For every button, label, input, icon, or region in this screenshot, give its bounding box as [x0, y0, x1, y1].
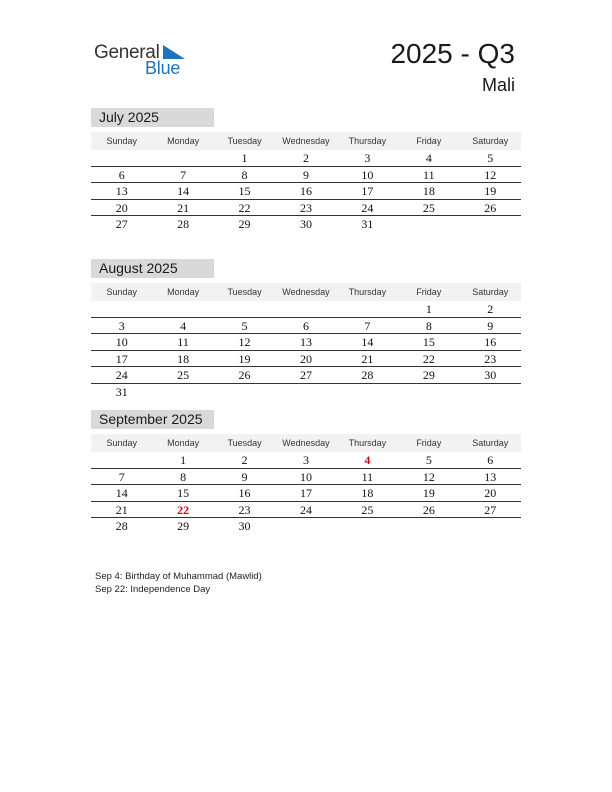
weekday-label: Saturday: [472, 136, 509, 146]
weekday-label: Sunday: [106, 438, 137, 448]
weekday-header-row: [91, 283, 521, 301]
weekday-header-row: [91, 434, 521, 452]
day-cell: 5: [487, 151, 494, 165]
day-cell: 23: [484, 351, 497, 366]
day-cell: [152, 150, 213, 166]
month-block-august: [91, 259, 521, 401]
day-cell: 17: [361, 184, 374, 199]
day-cell: [91, 301, 152, 317]
weekday-label: Wednesday: [282, 287, 330, 297]
day-cell: 5: [425, 453, 432, 467]
logo-general-text: General: [94, 42, 160, 63]
day-cell: 10: [299, 469, 312, 484]
weekday-label: Wednesday: [282, 136, 330, 146]
weekday-label: Monday: [167, 136, 200, 146]
day-cell: 14: [177, 184, 190, 199]
day-cell: 24: [115, 368, 128, 383]
holiday-day-cell: 4: [364, 453, 371, 467]
day-cell: 8: [241, 167, 248, 182]
day-cell: 24: [361, 200, 374, 215]
day-cell: 26: [422, 502, 435, 517]
week-row: [91, 351, 521, 368]
day-cell: 14: [361, 335, 374, 350]
day-cell: [275, 301, 336, 317]
week-row: [91, 216, 521, 233]
day-cell: [91, 452, 152, 468]
day-cell: 4: [180, 318, 187, 333]
day-cell: 12: [422, 469, 435, 484]
day-cell: 30: [238, 519, 251, 534]
week-row: [91, 200, 521, 217]
day-cell: 8: [180, 469, 187, 484]
weekday-label: Friday: [416, 438, 442, 448]
day-cell: 27: [115, 217, 128, 232]
logo-triangle-icon: [163, 45, 185, 59]
day-cell: 12: [484, 167, 497, 182]
day-cell: [275, 384, 336, 401]
weekday-label: Tuesday: [227, 136, 262, 146]
day-cell: 19: [484, 184, 497, 199]
week-row: [91, 167, 521, 184]
weekday-label: Tuesday: [227, 287, 262, 297]
day-cell: 15: [177, 486, 190, 501]
week-row: [91, 485, 521, 502]
day-cell: [460, 384, 521, 401]
day-cell: 16: [238, 486, 251, 501]
day-cell: 2: [487, 302, 494, 316]
day-cell: 31: [115, 384, 128, 399]
day-cell: [398, 384, 459, 401]
day-cell: 1: [241, 151, 248, 165]
day-cell: 28: [115, 519, 128, 534]
week-row: [91, 452, 521, 469]
day-cell: 2: [241, 453, 248, 467]
day-cell: 14: [115, 486, 128, 501]
day-cell: 3: [118, 318, 125, 333]
day-cell: 21: [361, 351, 374, 366]
day-cell: 26: [238, 368, 251, 383]
day-cell: 27: [299, 368, 312, 383]
weekday-label: Thursday: [348, 438, 387, 448]
weekday-label: Saturday: [472, 438, 509, 448]
day-cell: 29: [177, 519, 190, 534]
day-cell: 31: [361, 217, 374, 232]
day-cell: 11: [361, 469, 374, 484]
logo: [94, 42, 194, 82]
day-cell: 20: [484, 486, 497, 501]
weekday-label: Monday: [167, 438, 200, 448]
day-cell: 7: [180, 167, 187, 182]
week-row: [91, 318, 521, 335]
day-cell: 9: [302, 167, 309, 182]
day-cell: 23: [299, 200, 312, 215]
day-cell: 21: [177, 200, 190, 215]
holiday-day-cell: 22: [177, 502, 190, 517]
day-cell: 24: [299, 502, 312, 517]
holiday-note: Sep 4: Birthday of Muhammad (Mawlid): [95, 571, 262, 582]
day-cell: [152, 384, 213, 401]
day-cell: 2: [302, 151, 309, 165]
day-cell: 8: [425, 318, 432, 333]
day-cell: [152, 301, 213, 317]
day-cell: 10: [361, 167, 374, 182]
week-row: [91, 150, 521, 167]
day-cell: 25: [361, 502, 374, 517]
weekday-label: Friday: [416, 287, 442, 297]
day-cell: [337, 301, 398, 317]
day-cell: 18: [422, 184, 435, 199]
holiday-notes: [95, 570, 262, 596]
day-cell: [214, 301, 275, 317]
day-cell: 19: [422, 486, 435, 501]
day-cell: 28: [361, 368, 374, 383]
logo-blue-text: Blue: [145, 58, 181, 78]
week-row: [91, 518, 521, 535]
day-cell: 6: [118, 167, 125, 182]
month-block-september: [91, 410, 521, 535]
day-cell: 7: [118, 469, 125, 484]
day-cell: 25: [422, 200, 435, 215]
day-cell: [337, 384, 398, 401]
day-cell: [460, 518, 521, 535]
week-row: [91, 469, 521, 486]
day-cell: [398, 518, 459, 535]
day-cell: [275, 518, 336, 535]
day-cell: 22: [422, 351, 435, 366]
day-cell: 29: [238, 217, 251, 232]
weekday-label: Friday: [416, 136, 442, 146]
week-row: [91, 301, 521, 318]
day-cell: 1: [180, 453, 187, 467]
day-cell: 13: [484, 469, 497, 484]
day-cell: 11: [177, 335, 189, 350]
day-cell: 30: [484, 368, 497, 383]
week-row: [91, 367, 521, 384]
day-cell: 26: [484, 200, 497, 215]
day-cell: [337, 518, 398, 535]
weekday-header-row: [91, 132, 521, 150]
day-cell: 28: [177, 217, 190, 232]
day-cell: 10: [115, 335, 128, 350]
day-cell: 16: [299, 184, 312, 199]
week-row: [91, 502, 521, 519]
day-cell: 18: [177, 351, 190, 366]
day-cell: 19: [238, 351, 251, 366]
day-cell: 9: [241, 469, 248, 484]
day-cell: 4: [425, 151, 432, 165]
day-cell: 30: [299, 217, 312, 232]
day-cell: [214, 384, 275, 401]
day-cell: 27: [484, 502, 497, 517]
day-cell: 17: [299, 486, 312, 501]
day-cell: 16: [484, 335, 497, 350]
day-cell: 3: [302, 453, 309, 467]
day-cell: 15: [422, 335, 435, 350]
month-title: August 2025: [91, 259, 214, 278]
month-title: September 2025: [91, 410, 214, 429]
day-cell: 7: [364, 318, 371, 333]
day-cell: 20: [299, 351, 312, 366]
country-name: Mali: [481, 75, 515, 95]
page-title: 2025 - Q3: [390, 38, 515, 69]
month-block-july: [91, 108, 521, 233]
day-cell: 23: [238, 502, 251, 517]
week-row: [91, 384, 521, 401]
day-cell: [91, 150, 152, 166]
day-cell: 6: [302, 318, 309, 333]
day-cell: 29: [422, 368, 435, 383]
weekday-label: Sunday: [106, 136, 137, 146]
holiday-note: Sep 22: Independence Day: [95, 584, 211, 595]
day-cell: 20: [115, 200, 128, 215]
weekday-label: Tuesday: [227, 438, 262, 448]
week-row: [91, 334, 521, 351]
day-cell: [460, 216, 521, 233]
day-cell: 18: [361, 486, 374, 501]
month-title: July 2025: [91, 108, 214, 127]
day-cell: 13: [299, 335, 312, 350]
day-cell: 22: [238, 200, 251, 215]
day-cell: 6: [487, 453, 494, 467]
weekday-label: Monday: [167, 287, 200, 297]
day-cell: [398, 216, 459, 233]
weekday-label: Thursday: [348, 287, 387, 297]
day-cell: 12: [238, 335, 251, 350]
weekday-label: Sunday: [106, 287, 137, 297]
day-cell: 1: [425, 302, 432, 316]
day-cell: 3: [364, 151, 371, 165]
weekday-label: Thursday: [348, 136, 387, 146]
day-cell: 13: [115, 184, 128, 199]
day-cell: 5: [241, 318, 248, 333]
day-cell: 15: [238, 184, 251, 199]
weekday-label: Wednesday: [282, 438, 330, 448]
day-cell: 25: [177, 368, 190, 383]
day-cell: 21: [115, 502, 128, 517]
day-cell: 11: [423, 167, 435, 182]
weekday-label: Saturday: [472, 287, 509, 297]
day-cell: 17: [115, 351, 128, 366]
week-row: [91, 183, 521, 200]
day-cell: 9: [487, 318, 494, 333]
